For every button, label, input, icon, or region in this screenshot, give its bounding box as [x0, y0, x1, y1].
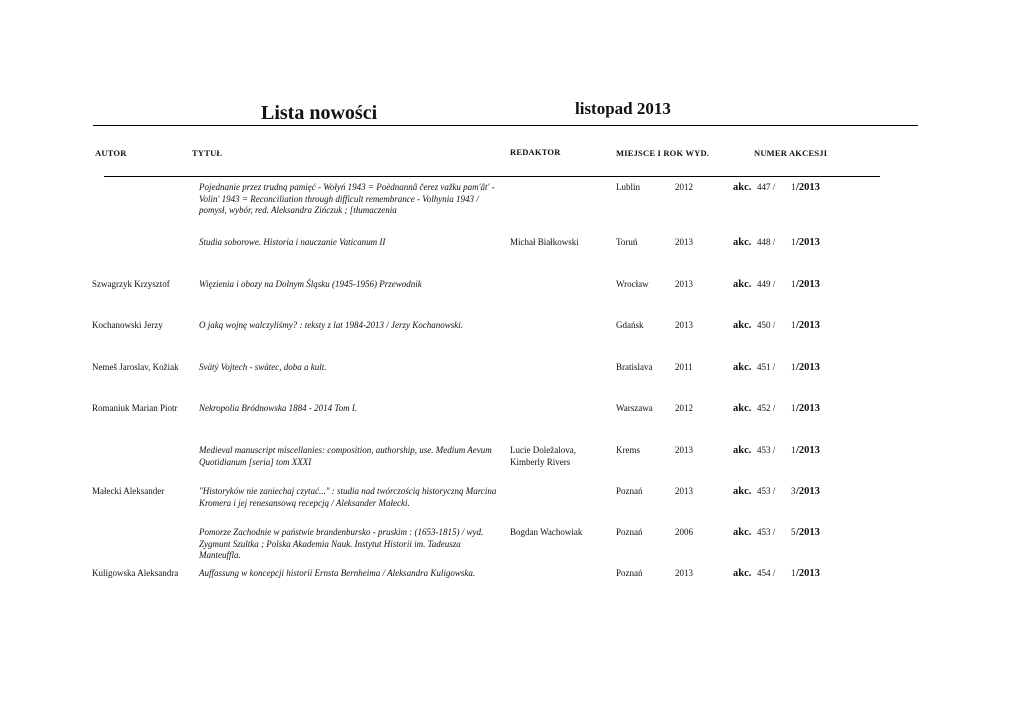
table-row	[0, 527, 1024, 567]
row-volume: 1	[791, 279, 796, 289]
table-row	[0, 445, 1024, 485]
table-row	[0, 237, 1024, 277]
row-title: O jaką wojnę walczyliśmy? : teksty z lat 1984-2013 / Jerzy Kochanowski.	[199, 320, 463, 330]
page-title: Lista nowości	[261, 102, 378, 124]
row-title: Nekropolia Bródnowska 1884 - 2014 Tom I.	[199, 403, 358, 413]
row-place: Warszawa	[616, 403, 653, 413]
row-accession-number: 453 /	[757, 445, 776, 455]
row-accession-number: 449 /	[757, 279, 776, 289]
row-accession-year: /2013	[796, 279, 820, 290]
row-accession-year: /2013	[796, 320, 820, 331]
row-year: 2013	[675, 486, 693, 496]
table-row	[0, 568, 1024, 608]
row-accession-number: 453 /	[757, 486, 776, 496]
row-place: Krems	[616, 445, 640, 455]
row-title: "Historyków nie zaniechaj czytać..." : studia nad twórczością historyczną Marcina Kromera i jej renesansową recepcją / Aleksander Małecki.	[199, 486, 497, 508]
row-accession-number: 447 /	[757, 182, 776, 192]
row-year: 2011	[675, 362, 693, 372]
top-divider	[93, 125, 918, 126]
row-title: Svätý Vojtech - swätec, doba a kult.	[199, 362, 327, 372]
row-accession-number: 453 /	[757, 527, 776, 537]
row-author: Szwagrzyk Krzysztof	[92, 279, 170, 289]
row-place: Poznań	[616, 527, 643, 537]
column-header-editor: REDAKTOR	[510, 147, 561, 157]
row-accession-year: /2013	[796, 182, 820, 193]
row-year: 2013	[675, 279, 693, 289]
table-row	[0, 403, 1024, 443]
row-year: 2006	[675, 527, 693, 537]
row-volume: 5	[791, 527, 796, 537]
row-volume: 1	[791, 320, 796, 330]
row-year: 2013	[675, 445, 693, 455]
row-accession-number: 454 /	[757, 568, 776, 578]
table-row	[0, 279, 1024, 319]
row-accession-year: /2013	[796, 403, 820, 414]
row-title: Auffassung w koncepcji historii Ernsta Bernheima / Aleksandra Kuligowska.	[199, 568, 476, 578]
row-title: Studia soborowe. Historia i nauczanie Vaticanum II	[199, 237, 386, 247]
table-row	[0, 320, 1024, 360]
row-akc-label: akc.	[733, 320, 752, 331]
row-author: Romaniuk Marian Piotr	[92, 403, 178, 413]
column-header-author: AUTOR	[95, 148, 127, 158]
row-volume: 1	[791, 403, 796, 413]
row-accession-number: 450 /	[757, 320, 776, 330]
row-year: 2012	[675, 182, 693, 192]
row-year: 2013	[675, 568, 693, 578]
row-place: Gdańsk	[616, 320, 644, 330]
row-place: Lublin	[616, 182, 640, 192]
row-place: Toruń	[616, 237, 638, 247]
row-volume: 1	[791, 237, 796, 247]
column-header-title: TYTUŁ	[192, 148, 223, 158]
row-accession-year: /2013	[796, 527, 820, 538]
row-akc-label: akc.	[733, 445, 752, 456]
row-volume: 1	[791, 568, 796, 578]
row-akc-label: akc.	[733, 568, 752, 579]
row-author: Nemeš Jaroslav, Kožiak	[92, 362, 179, 372]
row-editor: Bogdan Wachowiak	[510, 527, 583, 537]
row-title: Pomorze Zachodnie w państwie brandenbursko - pruskim : (1653-1815) / wyd. Zygmunt Szultka ; Polska Akademia Nauk. Instytut Historii im. Tadeusza Manteuffla.	[199, 527, 484, 560]
row-place: Wrocław	[616, 279, 649, 289]
row-place: Poznań	[616, 486, 643, 496]
row-volume: 3	[791, 486, 796, 496]
row-author: Małecki Aleksander	[92, 486, 165, 496]
table-row	[0, 362, 1024, 402]
row-akc-label: akc.	[733, 403, 752, 414]
row-editor: Lucie Doležalova, Kimberly Rivers	[510, 445, 576, 467]
row-place: Poznań	[616, 568, 643, 578]
row-year: 2012	[675, 403, 693, 413]
page-month: listopad 2013	[575, 99, 671, 118]
row-volume: 1	[791, 182, 796, 192]
row-title: Pojednanie przez trudną pamięć - Wołyń 1943 = Poèdnannâ čerez važku pam'ât' - Volin' 1943 = Reconciliation through difficult remembrance - Volhynia 1943 / pomysł, wybór, red. Aleksandra Zińczuk ; [tłumaczenia	[199, 182, 495, 215]
header-divider	[104, 176, 880, 177]
row-volume: 1	[791, 445, 796, 455]
row-volume: 1	[791, 362, 796, 372]
row-author: Kochanowski Jerzy	[92, 320, 163, 330]
row-year: 2013	[675, 320, 693, 330]
row-editor: Michał Białkowski	[510, 237, 579, 247]
column-header-accession: NUMER AKCESJI	[754, 148, 828, 158]
row-accession-year: /2013	[796, 486, 820, 497]
row-place: Bratislava	[616, 362, 653, 372]
row-akc-label: akc.	[733, 362, 752, 373]
row-accession-year: /2013	[796, 445, 820, 456]
row-accession-number: 448 /	[757, 237, 776, 247]
row-accession-number: 452 /	[757, 403, 776, 413]
row-accession-year: /2013	[796, 237, 820, 248]
table-row	[0, 486, 1024, 526]
row-accession-year: /2013	[796, 362, 820, 373]
row-akc-label: akc.	[733, 237, 752, 248]
row-title: Medieval manuscript miscellanies: composition, authorship, use. Medium Aevum Quotidianum [seria] tom XXXI	[199, 445, 492, 467]
row-akc-label: akc.	[733, 486, 752, 497]
row-year: 2013	[675, 237, 693, 247]
row-author: Kuligowska Aleksandra	[92, 568, 179, 578]
row-akc-label: akc.	[733, 527, 752, 538]
table-row	[0, 182, 1024, 222]
row-akc-label: akc.	[733, 182, 752, 193]
row-title: Więzienia i obozy na Dolnym Śląsku (1945-1956) Przewodnik	[199, 279, 422, 289]
row-accession-number: 451 /	[757, 362, 776, 372]
row-akc-label: akc.	[733, 279, 752, 290]
row-accession-year: /2013	[796, 568, 820, 579]
column-header-place-year: MIEJSCE I ROK WYD.	[616, 148, 710, 158]
